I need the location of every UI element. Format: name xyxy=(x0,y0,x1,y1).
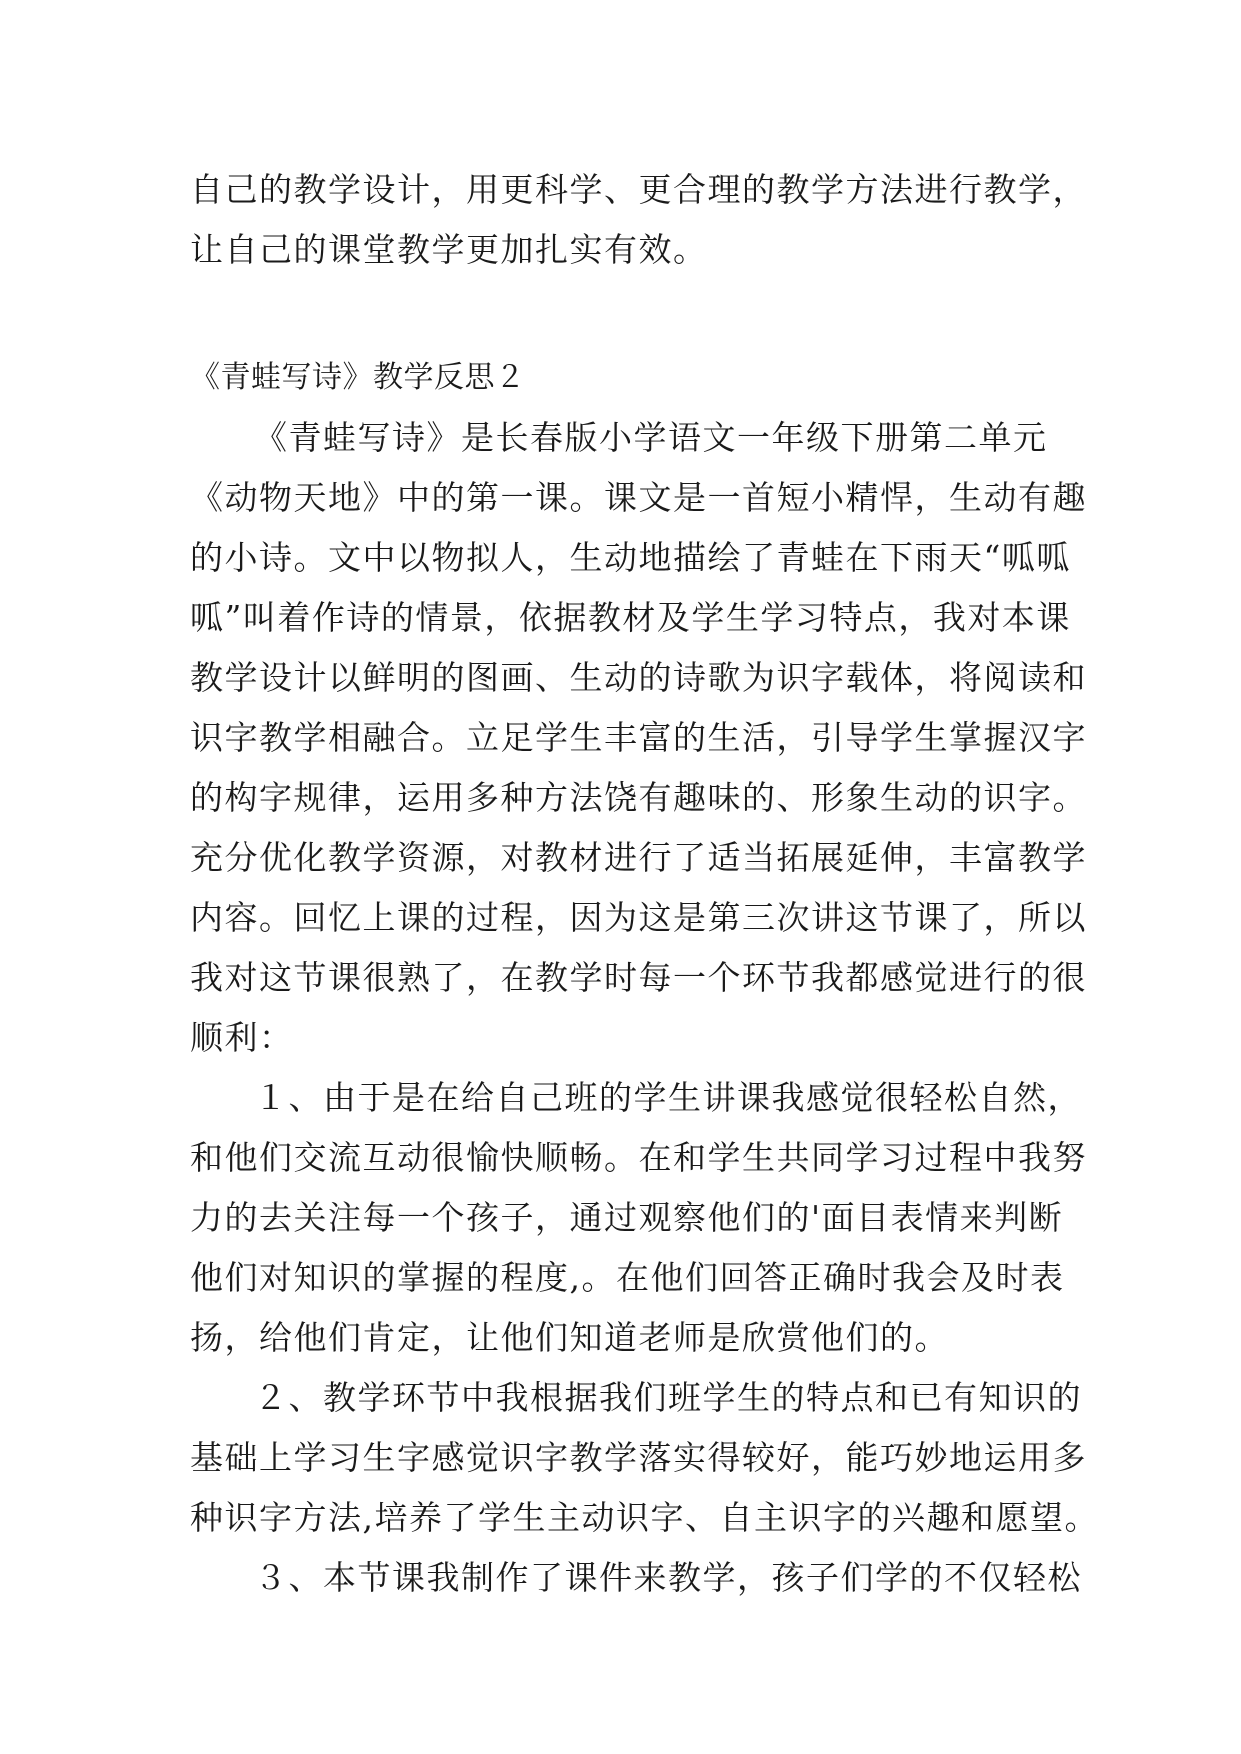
paragraph-1 xyxy=(190,408,1087,1068)
paragraph-4 xyxy=(190,1548,1082,1608)
text-line: 教学设计以鲜明的图画、生动的诗歌为识字载体，将阅读和 xyxy=(190,658,1087,697)
text-line: １、由于是在给自己班的学生讲课我感觉很轻松自然， xyxy=(254,1078,1082,1117)
intro-paragraph xyxy=(190,160,1087,280)
text-line: 呱”叫着作诗的情景，依据教材及学生学习特点，我对本课 xyxy=(190,598,1071,637)
document-body xyxy=(190,160,1099,1608)
text-line: 让自己的课堂教学更加扎实有效。 xyxy=(190,230,708,269)
text-line: ３、本节课我制作了课件来教学，孩子们学的不仅轻松 xyxy=(254,1558,1082,1597)
paragraph-gap xyxy=(190,280,1070,348)
text-line: 和他们交流互动很愉快顺畅。在和学生共同学习过程中我努 xyxy=(190,1138,1087,1177)
text-line: 充分优化教学资源，对教材进行了适当拓展延伸，丰富教学 xyxy=(190,838,1087,877)
text-line: 《青蛙写诗》是长春版小学语文一年级下册第二单元 xyxy=(254,418,1048,457)
text-line: 识字教学相融合。立足学生丰富的生活，引导学生掌握汉字 xyxy=(190,718,1087,757)
section-title: 《青蛙写诗》教学反思２ xyxy=(190,360,526,395)
text-line: 自己的教学设计，用更科学、更合理的教学方法进行教学， xyxy=(190,170,1087,209)
text-line: 种识字方法,培养了学生主动识字、自主识字的兴趣和愿望。 xyxy=(190,1498,1099,1537)
text-line: 内容。回忆上课的过程，因为这是第三次讲这节课了，所以 xyxy=(190,898,1087,937)
text-line: 扬，给他们肯定，让他们知道老师是欣赏他们的。 xyxy=(190,1318,949,1357)
text-line: 的构字规律，运用多种方法饶有趣味的、形象生动的识字。 xyxy=(190,778,1087,817)
text-line: 《动物天地》中的第一课。课文是一首短小精悍，生动有趣 xyxy=(190,478,1087,517)
text-line: 我对这节课很熟了，在教学时每一个环节我都感觉进行的很 xyxy=(190,958,1087,997)
text-line: ２、教学环节中我根据我们班学生的特点和已有知识的 xyxy=(254,1378,1082,1417)
paragraph-3 xyxy=(190,1368,1099,1548)
text-line: 他们对知识的掌握的程度,。在他们回答正确时我会及时表 xyxy=(190,1258,1065,1297)
text-line: 顺利： xyxy=(190,1018,294,1057)
text-line: 力的去关注每一个孩子，通过观察他们的'面目表情来判断 xyxy=(190,1198,1064,1237)
paragraph-2 xyxy=(190,1068,1087,1368)
text-line: 基础上学习生字感觉识字教学落实得较好，能巧妙地运用多 xyxy=(190,1438,1087,1477)
text-line: 的小诗。文中以物拟人，生动地描绘了青蛙在下雨天“呱呱 xyxy=(190,538,1071,577)
